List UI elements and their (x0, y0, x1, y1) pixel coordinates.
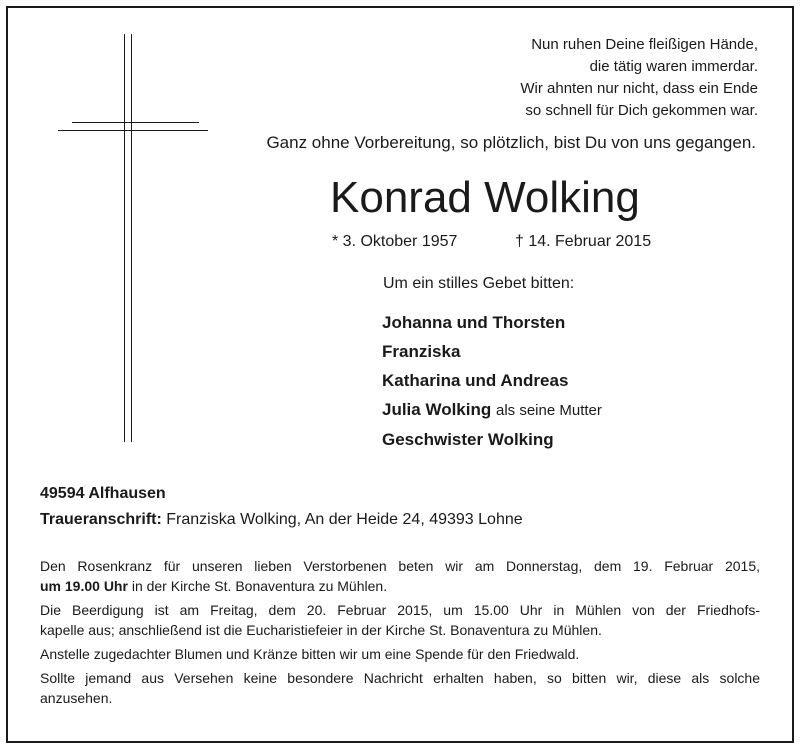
mourner-name: Geschwister Wolking (382, 430, 554, 449)
funeral-line: Die Beerdigung ist am Freitag, dem 20. Februar 2015, um 15.00 Uhr in Mühlen von der Friedhofs- (40, 602, 760, 618)
place-of-residence: 49594 Alfhausen (40, 485, 166, 502)
mourner-relation: als seine Mutter (496, 402, 602, 419)
deceased-name: Konrad Wolking (330, 173, 640, 222)
funeral-line: kapelle aus; anschließend ist die Eucharistiefeier in der Kirche St. Bonaventura zu Mühlen. (40, 622, 602, 638)
rosary-note (40, 556, 760, 596)
notice-note (40, 668, 760, 708)
cross-vertical-line-left (124, 34, 125, 442)
verse-line: Nun ruhen Deine fleißigen Hände, (531, 36, 758, 53)
service-notes (40, 556, 760, 712)
notice-line: Sollte jemand aus Versehen keine besondere Nachricht erhalten haben, so bitten wir, diese als solche (40, 670, 760, 686)
death-date: † 14. Februar 2015 (515, 233, 652, 250)
mourner-item (382, 395, 602, 425)
cross-horizontal-line-bottom (58, 130, 208, 131)
flowers-note (40, 644, 760, 664)
mourning-address (40, 511, 523, 529)
mourner-item (382, 308, 602, 337)
verse-line: Wir ahnten nur nicht, dass ein Ende (520, 80, 758, 97)
mourner-name: Franziska (382, 342, 461, 361)
mourner-item (382, 337, 602, 366)
cross-vertical-line-right (131, 34, 132, 442)
flowers-line: Anstelle zugedachter Blumen und Kränze bitten wir um eine Spende für den Friedwald. (40, 646, 580, 662)
memorial-verse (520, 34, 758, 122)
rosary-line: Den Rosenkranz für unseren lieben Verstorbenen beten wir am Donnerstag, dem 19. Februar 2015, (40, 558, 760, 574)
verse-line: so schnell für Dich gekommen war. (525, 102, 758, 119)
mourner-name: Johanna und Thorsten (382, 313, 566, 332)
mourners-list (382, 308, 602, 454)
cross-horizontal-line-top (72, 122, 199, 123)
mourner-item (382, 425, 602, 454)
intro-text: Ganz ohne Vorbereitung, so plötzlich, bist Du von uns gegangen. (266, 133, 756, 152)
address-label: Traueranschrift: (40, 511, 162, 528)
rosary-time: um 19.00 Uhr (40, 578, 128, 594)
mourner-name: Katharina und Andreas (382, 371, 569, 390)
mourner-name: Julia Wolking (382, 400, 492, 419)
mourner-item (382, 366, 602, 395)
notice-line: anzusehen. (40, 690, 113, 706)
funeral-note (40, 600, 760, 640)
address-value: Franziska Wolking, An der Heide 24, 49393 Lohne (166, 511, 523, 528)
prayer-request: Um ein stilles Gebet bitten: (383, 275, 575, 292)
rosary-line: in der Kirche St. Bonaventura zu Mühlen. (127, 578, 388, 594)
verse-line: die tätig waren immerdar. (589, 58, 758, 75)
birth-date: * 3. Oktober 1957 (332, 233, 458, 250)
